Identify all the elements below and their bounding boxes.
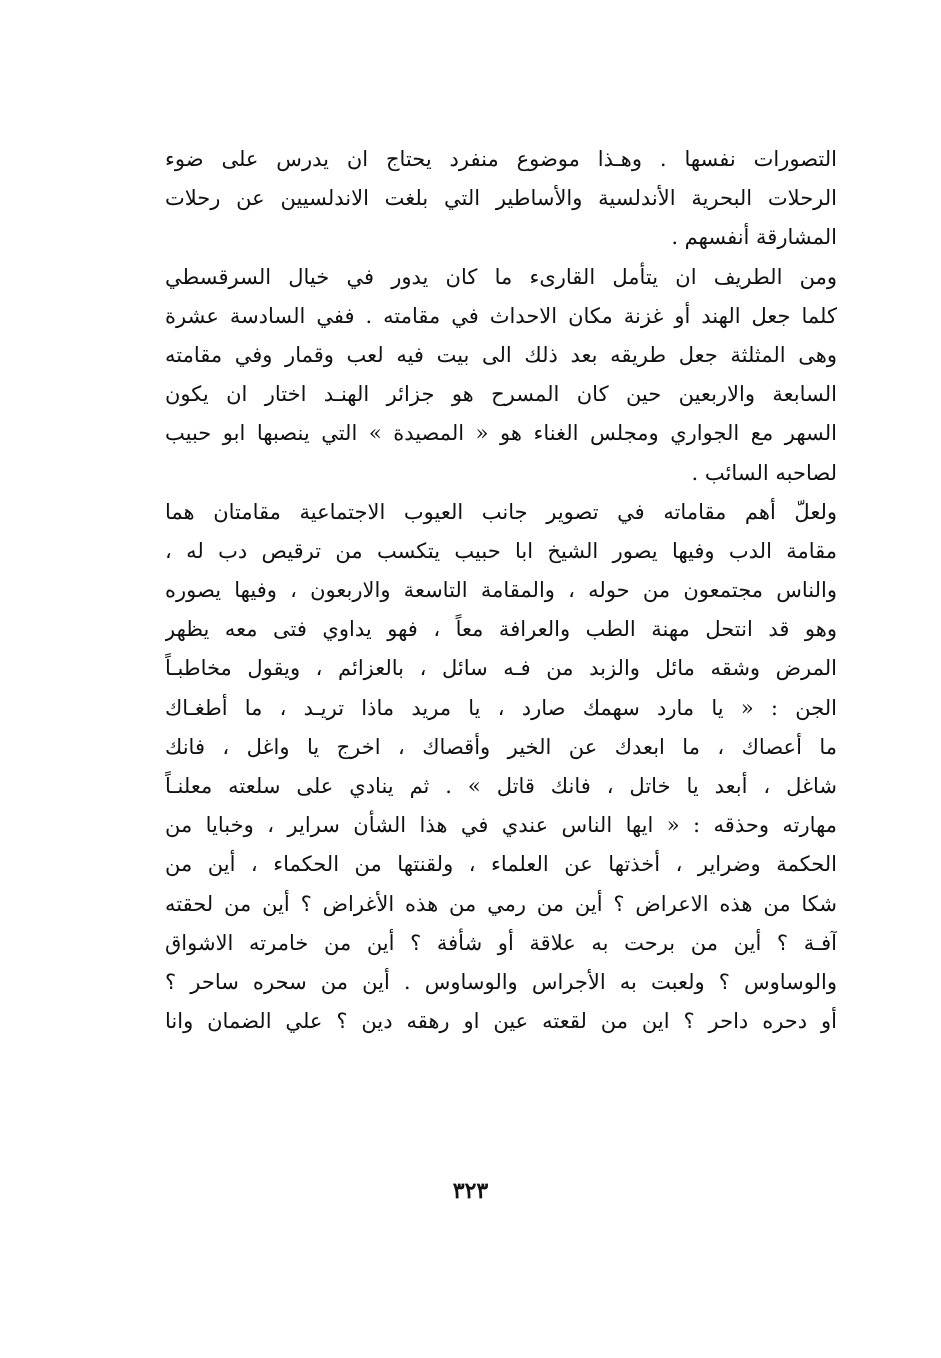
text-line: ما أعصاك ، ما ابعدك عن الخير وأقصاك ، اخرج يا واغل ، فانك [165, 734, 837, 759]
text-line: ومن الطريف ان يتأمل القارىء ما كان يدور في خيال السرقسطي [165, 264, 837, 289]
text-line: لصاحبه السائب . [691, 460, 837, 485]
text-line: وهى المثلثة جعل طريقه بعد ذلك الى بيت فيه لعب وقمار وفي مقامته [165, 342, 837, 367]
text-line: والناس مجتمعون من حوله ، والمقامة التاسعة والاربعون ، وفيها يصوره [165, 578, 837, 603]
text-line: مقامة الدب وفيها يصور الشيخ ابا حبيب يتكسب من ترقيص دب له ، [165, 538, 837, 563]
text-line: المرض وشقه مائل والزبد من فـه سائل ، بالعزائم ، ويقول مخاطبـاً [165, 656, 837, 681]
text-line: التصورات نفسها . وهـذا موضوع منفرد يحتاج ان يدرس على ضوء [165, 147, 837, 171]
body-text [165, 140, 837, 1041]
text-line: السابعة والاربعين حين كان المسرح هو جزائر الهنـد اختار ان يكون [165, 382, 837, 407]
text-line: المشارقة أنفسهم . [671, 225, 837, 250]
text-line: كلما جعل الهند أو غزنة مكان الاحداث في مقامته . ففي السادسة عشرة [165, 303, 837, 328]
text-line: والوساوس ؟ ولعبت به الأجراس والوساوس . أين من سحره ساحر ؟ [165, 969, 837, 994]
text-line: وهو قد انتحل مهنة الطب والعرافة معاً ، فهو يداوي فتى معه يظهر [165, 617, 837, 642]
text-line: ولعلّ أهم مقاماته في تصوير جانب العيوب الاجتماعية مقامتان هما [165, 499, 837, 524]
text-line: أو دحره داحر ؟ اين من لقعته عين او رهقه دين ؟ علي الضمان وانا [165, 1009, 837, 1034]
text-line: مهارته وحذقه : « ايها الناس عندي في هذا الشأن سراير ، وخبايا من [165, 813, 837, 838]
text-line: الحكمة وضراير ، أخذتها عن العلماء ، ولقنتها من الحكماء ، أين من [165, 852, 837, 877]
text-line: الرحلات البحرية الأندلسية والأساطير التي بلغت الاندلسيين عن رحلات [165, 186, 837, 211]
text-line: شكا من هذه الاعراض ؟ أين من رمي من هذه الأغراض ؟ أين من لحقته [165, 891, 837, 916]
text-line: شاغل ، أبعد يا خاتل ، فانك قاتل » . ثم ينادي على سلعته معلنـاً [165, 774, 837, 798]
text-line: السهر مع الجواري ومجلس الغناء هو « المصيدة » التي ينصبها ابو حبيب [165, 421, 837, 446]
text-line: آفـة ؟ أين من برحت به علاقة أو شأفة ؟ أين من خامرته الاشواق [165, 930, 837, 955]
text-line: الجن : « يا مارد سهمك صارد ، يا مريد ماذا تريـد ، ما أطغـاك [165, 695, 837, 720]
page-number: ٣٢٣ [452, 1178, 489, 1204]
